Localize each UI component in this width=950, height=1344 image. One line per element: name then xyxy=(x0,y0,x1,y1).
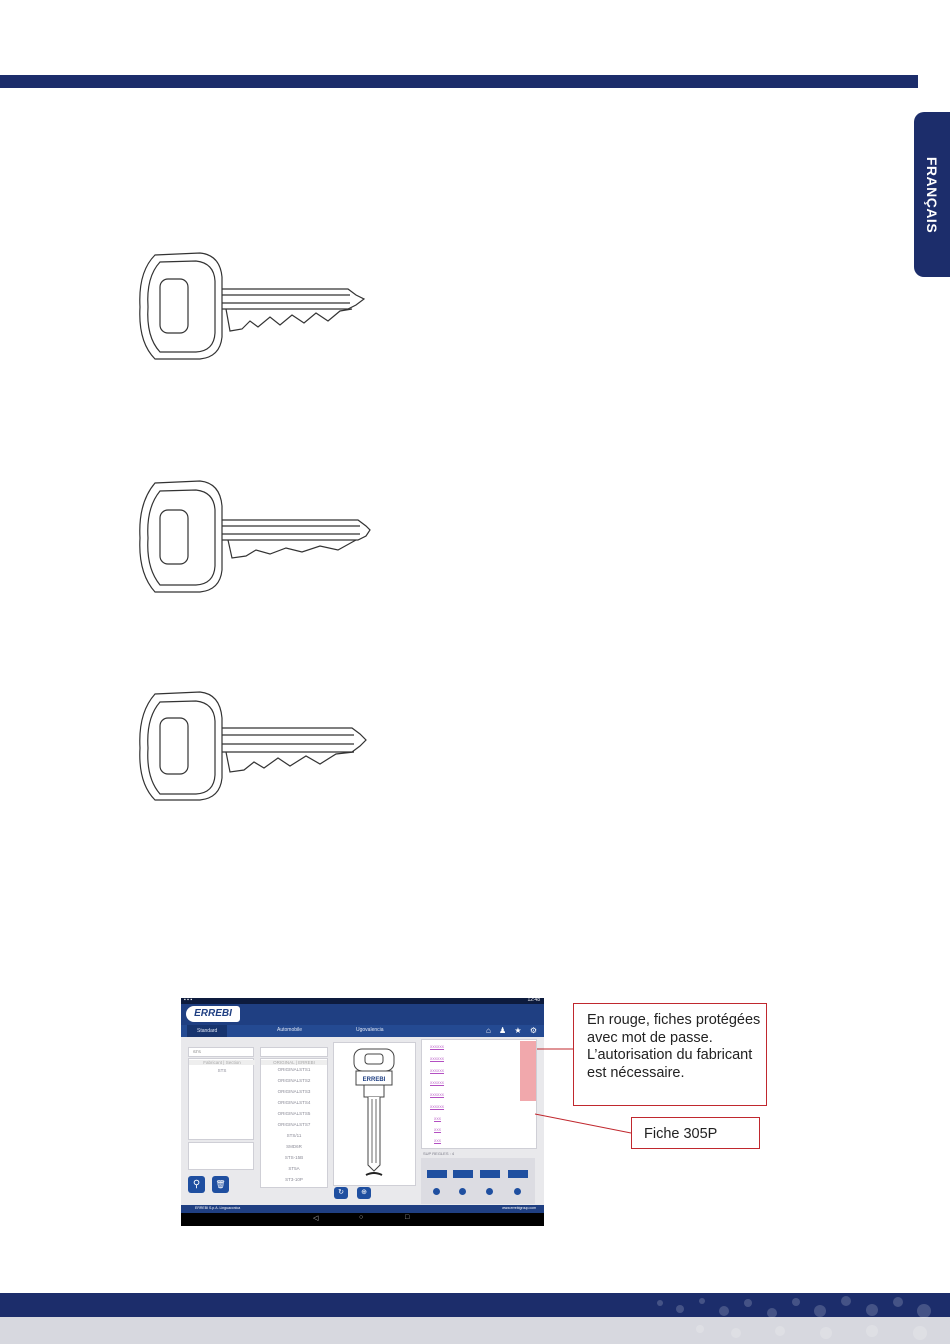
cards-table: XXXXXX XXXXXX XXXXXX XXXXXX XXXXXX XXXXXX XXX XXX XXX xyxy=(421,1039,537,1149)
list-item[interactable]: ORIGINALSTS2 xyxy=(277,1078,311,1083)
back-icon[interactable]: ◁ xyxy=(313,1215,319,1222)
code-list[interactable]: ORIGINAL | ERREBI ORIGINALSTS1 ORIGINALSTS2 ORIGINALSTS3 ORIGINALSTS4 ORIGINALSTS5 ORIGINALSTS7 STS/11 SMD6R STS-15B ST5A ST3-10P xyxy=(260,1058,328,1188)
key-illustration-2 xyxy=(130,478,380,598)
key-blank-icon xyxy=(334,1043,415,1185)
app-screenshot: ▪ ▪ ▪ 12:48 ERREBI Standard Automobile Ugovalencia ⌂ ♟ ★ ⚙ STS Fabricant | Section STS ⚲ 🗑 ORIGINAL | ERREBI ORIGINALSTS1 ORIGINALSTS2 ORIGINALSTS3 ORIGINALSTS4 ORIGINALSTS5 ORIGINALSTS7 STS/11 SMD6R STS-15B ST5A ST3-10P ERREBI ↻ ⊕ XXXXXX XXXXXX XXXXXX XXXXXX XXXXXX XXXXXX XXX XXX XXX SUP REGLES : 4 ERREBI S.p.A. Linguaconica www.errebigroup.com ◁ ○ □ xyxy=(181,998,544,1226)
status-bar: ▪ ▪ ▪ 12:48 xyxy=(181,998,544,1004)
language-label: FRANÇAIS xyxy=(924,156,940,233)
language-tab[interactable] xyxy=(914,112,950,277)
list-item[interactable]: ST3-10P xyxy=(285,1177,303,1182)
footer-dot-pattern xyxy=(640,1293,950,1344)
rotate-button[interactable]: ↻ xyxy=(334,1187,348,1199)
header-bar xyxy=(0,75,918,88)
tools-panel xyxy=(421,1158,535,1204)
recents-icon[interactable]: □ xyxy=(405,1214,410,1221)
list-item[interactable]: STS-15B xyxy=(284,1155,304,1160)
protected-rows-highlight xyxy=(520,1041,536,1101)
toolbar-icons[interactable]: ⌂ ♟ ★ ⚙ xyxy=(485,1026,540,1035)
manufacturer-list[interactable]: Fabricant | Section STS xyxy=(188,1058,254,1140)
svg-text:ERREBI: ERREBI xyxy=(362,1077,386,1083)
code-input[interactable] xyxy=(260,1047,328,1057)
list-item[interactable]: ORIGINALSTS7 xyxy=(277,1122,311,1127)
list-item[interactable]: ORIGINALSTS4 xyxy=(277,1100,311,1105)
home-icon[interactable]: ○ xyxy=(359,1214,364,1221)
list-item[interactable]: SMD6R xyxy=(286,1144,302,1149)
app-footer: ERREBI S.p.A. Linguaconica www.errebigroup.com xyxy=(181,1205,544,1213)
tab-ugovalencia[interactable]: Ugovalencia xyxy=(356,1027,384,1033)
key-illustration-1 xyxy=(130,247,380,367)
fiche-note: Fiche 305P xyxy=(631,1117,760,1149)
app-tabs xyxy=(181,1025,544,1037)
tab-automobile[interactable]: Automobile xyxy=(277,1027,303,1033)
search-input[interactable]: STS xyxy=(188,1047,254,1057)
zoom-button[interactable]: ⊕ xyxy=(357,1187,371,1199)
list-item[interactable]: ORIGINALSTS5 xyxy=(277,1111,311,1116)
list-item[interactable]: STS/11 xyxy=(286,1133,302,1138)
key-image-panel xyxy=(333,1042,416,1186)
key-illustration-3 xyxy=(130,688,380,808)
android-nav-bar xyxy=(181,1213,544,1226)
list-item[interactable]: ORIGINALSTS3 xyxy=(277,1089,311,1094)
tab-standard[interactable]: Standard xyxy=(187,1025,227,1037)
protected-cards-note: En rouge, fiches protégées avec mot de passe. L’autorisation du fabricant est nécessaire. xyxy=(573,1003,767,1106)
info-box xyxy=(188,1142,254,1170)
delete-button[interactable]: 🗑 xyxy=(212,1176,229,1193)
app-header xyxy=(181,1004,544,1025)
errebi-logo: ERREBI xyxy=(186,1006,240,1022)
search-button[interactable]: ⚲ xyxy=(188,1176,205,1193)
list-item[interactable]: ST5A xyxy=(288,1166,300,1171)
list-item[interactable]: ORIGINALSTS1 xyxy=(277,1067,311,1072)
